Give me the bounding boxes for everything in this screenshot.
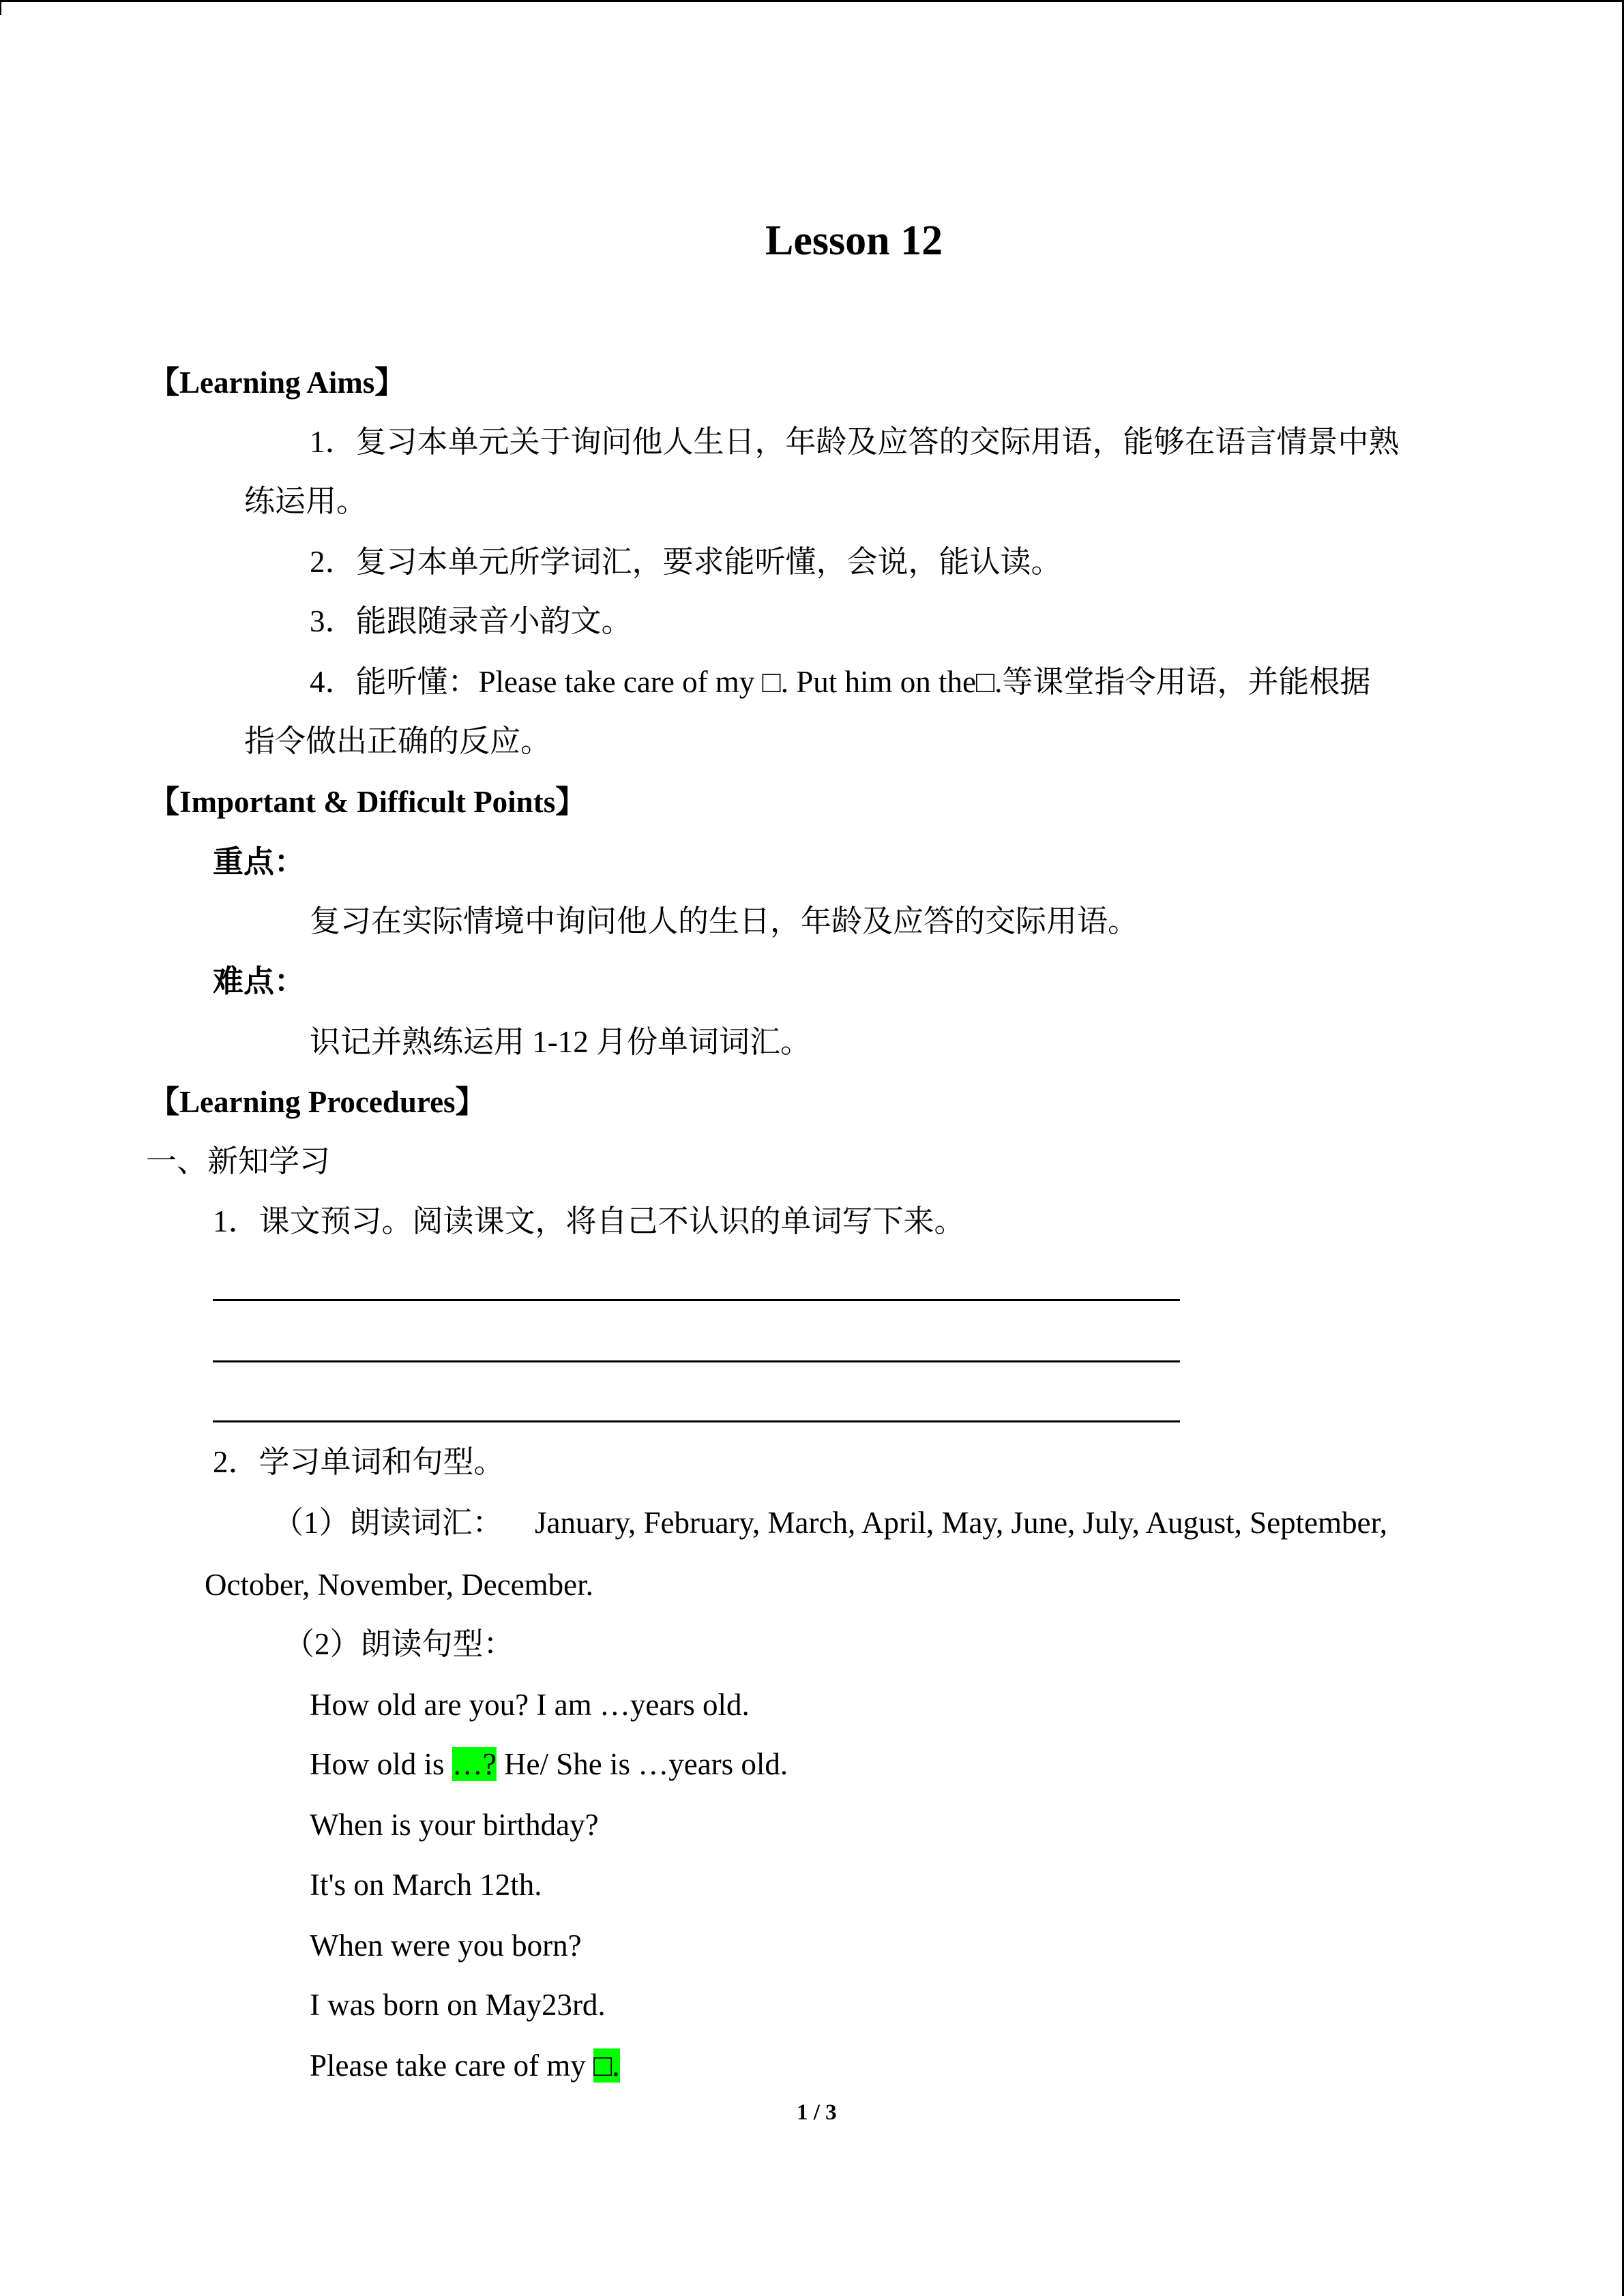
- page-title: Lesson 12: [765, 218, 943, 264]
- vocab-label: （1）朗读词汇：: [273, 1506, 503, 1540]
- sentence-1: How old are you? I am …years old.: [310, 1688, 750, 1722]
- aim-1-line-2: 练运用。: [244, 484, 368, 518]
- answer-line-3: [213, 1420, 1180, 1422]
- page-number: 1 / 3: [797, 2100, 837, 2125]
- sentence-2: [310, 1745, 788, 1783]
- aim-1-line-1: 1．复习本单元关于询问他人生日，年龄及应答的交际用语，能够在语言情景中熟: [310, 425, 1400, 459]
- step-1-preview: 1．课文预习。阅读课文，将自己不认识的单词写下来。: [213, 1204, 965, 1238]
- aim-4-line-2: 指令做出正确的反应。: [244, 724, 552, 758]
- difficult-point-text: 识记并熟练运用 1-12 月份单词词汇。: [310, 1025, 811, 1059]
- sentence-2-end: He/ She is …years old.: [496, 1747, 788, 1781]
- points-heading: 【Important & Difficult Points】: [149, 785, 587, 819]
- highlight-mark: □.: [593, 2048, 620, 2083]
- section-new-learning: 一、新知学习: [146, 1144, 331, 1178]
- page-border-left: [0, 0, 1, 15]
- difficult-point-label: 难点：: [213, 964, 306, 998]
- answer-line-1: [213, 1299, 1180, 1301]
- key-point-text: 复习在实际情境中询问他人的生日，年龄及应答的交际用语。: [310, 904, 1139, 938]
- page-border-top: [0, 0, 1624, 2]
- sentence-7-start: Please take care of my: [310, 2048, 594, 2083]
- sentence-5: When were you born?: [310, 1928, 582, 1963]
- learning-aims-heading: 【Learning Aims】: [149, 366, 406, 400]
- vocab-line-1: January, February, March, April, May, June, July, August, September,: [535, 1506, 1388, 1540]
- answer-line-2: [213, 1360, 1180, 1362]
- sentence-2-start: How old is: [310, 1747, 452, 1781]
- aim-4-line-1: 4．能听懂：Please take care of my □. Put him on the□.等课堂指令用语，并能根据: [310, 665, 1371, 699]
- sentence-4: It's on March 12th.: [310, 1868, 542, 1902]
- procedures-heading: 【Learning Procedures】: [149, 1085, 486, 1119]
- vocab-line-2: October, November, December.: [205, 1568, 593, 1602]
- pattern-label: （2）朗读句型：: [284, 1627, 514, 1661]
- aim-3: 3．能跟随录音小韵文。: [310, 604, 632, 638]
- highlight-mark: …?: [452, 1747, 497, 1781]
- step-2-study: 2．学习单词和句型。: [213, 1445, 505, 1479]
- aim-2: 2．复习本单元所学词汇，要求能听懂，会说，能认读。: [310, 545, 1062, 579]
- sentence-3: When is your birthday?: [310, 1808, 599, 1842]
- sentence-7: [310, 2046, 620, 2085]
- key-point-label: 重点：: [213, 845, 306, 879]
- sentence-6: I was born on May23rd.: [310, 1988, 606, 2022]
